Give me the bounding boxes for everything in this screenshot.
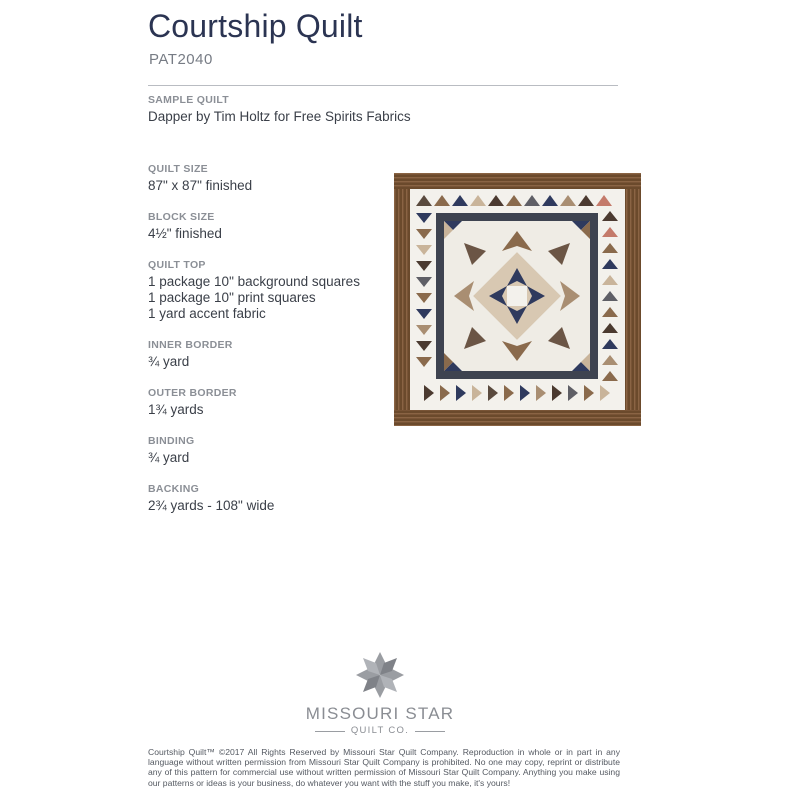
outer-border-value: 1¾ yards (148, 402, 204, 417)
inner-border-section (148, 339, 233, 370)
block-size-label: BLOCK SIZE (148, 211, 215, 223)
quilt-size-value: 87" x 87" finished (148, 178, 253, 193)
sample-quilt-value: Dapper by Tim Holtz for Free Spirits Fabrics (148, 109, 411, 124)
page-title: Courtship Quilt (148, 8, 363, 44)
sample-quilt-section (148, 94, 411, 125)
quilt-top-line: 1 yard accent fabric (148, 306, 266, 321)
inner-border-value: ¾ yard (148, 354, 190, 369)
binding-label: BINDING (148, 435, 195, 447)
outer-border-label: OUTER BORDER (148, 387, 237, 399)
title-divider (148, 85, 618, 86)
block-size-section (148, 211, 222, 242)
missouri-star-logo (290, 652, 470, 742)
quilt-size-section (148, 163, 252, 194)
missouri-star-logo-icon (356, 652, 404, 698)
quilt-top-line: 1 package 10" print squares (148, 290, 316, 305)
sample-quilt-label: SAMPLE QUILT (148, 94, 229, 106)
logo-brand-text: MISSOURI STAR (305, 704, 455, 723)
pattern-code: PAT2040 (149, 51, 213, 68)
logo-line-right (415, 731, 445, 732)
quilt-top-section (148, 259, 360, 322)
binding-section (148, 435, 194, 466)
backing-section (148, 483, 274, 514)
binding-value: ¾ yard (148, 450, 190, 465)
quilt-top-label: QUILT TOP (148, 259, 206, 271)
outer-border-section (148, 387, 237, 418)
quilt-top-line: 1 package 10" background squares (148, 274, 360, 289)
logo-subtitle-row (315, 725, 445, 737)
quilt-photo-image (394, 173, 641, 426)
copyright-footer: Courtship Quilt™ ©2017 All Rights Reserved by Missouri Star Quilt Company. Reproduction in whole or in part in any language without written permission from Missouri Star Quilt Company is prohibited. No one may copy, reprint or distribute any of this pattern for commercial use without written permission of Missouri Star Quilt Company. Anything you make using our patterns or ideas is your business, do whatever you want with the stuff you make, it's yours! (148, 747, 620, 788)
backing-value: 2¾ yards - 108" wide (148, 498, 275, 513)
logo-line-left (315, 731, 345, 732)
inner-border-label: INNER BORDER (148, 339, 233, 351)
quilt-size-label: QUILT SIZE (148, 163, 208, 175)
block-size-value: 4½" finished (148, 226, 222, 241)
backing-label: BACKING (148, 483, 200, 495)
logo-subtitle: QUILT CO. (350, 725, 410, 736)
